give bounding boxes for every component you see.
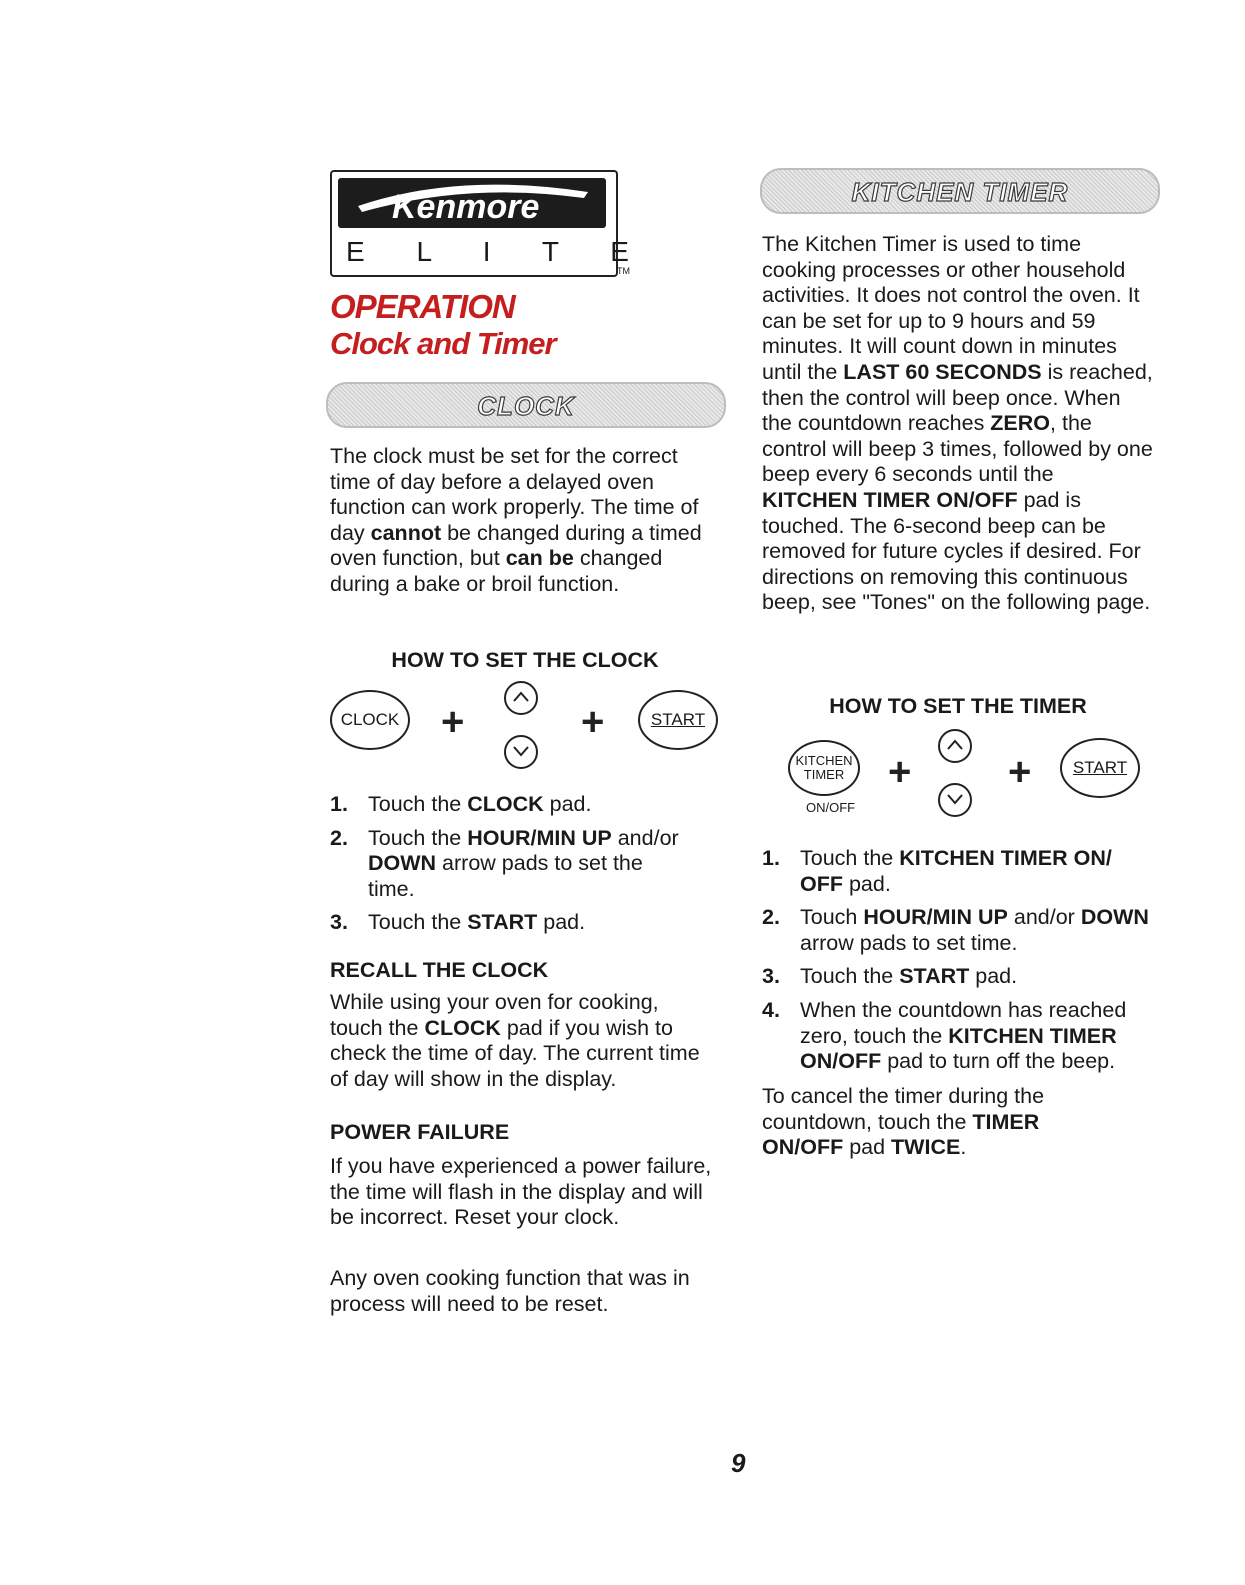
- text-run: When the countdown has reached zero, touch the: [800, 997, 1127, 1048]
- plus-icon: +: [581, 700, 605, 744]
- page-number: 9: [731, 1448, 746, 1478]
- text-run: .: [960, 1135, 967, 1160]
- text-run: pad if you wish to check the time of day. The current time of day will show in the display.: [330, 1015, 700, 1091]
- kitchen-timer-banner: [760, 168, 1160, 214]
- kitchen-timer-pad-icon: KITCHEN TIMER: [788, 740, 860, 796]
- bold-text: START: [467, 910, 538, 935]
- plus-icon: +: [888, 750, 912, 794]
- bold-text: LAST 60 SECONDS: [843, 359, 1042, 384]
- trademark-mark: TM: [617, 266, 630, 276]
- text-run: pad to turn off the beep.: [881, 1049, 1116, 1074]
- down-arrow-icon: [938, 783, 972, 817]
- bold-text: HOUR/MIN UP: [863, 905, 1008, 930]
- text-run: Touch the: [368, 825, 468, 850]
- recall-clock-heading: RECALL THE CLOCK: [330, 958, 549, 982]
- text-run: The clock must be set for the correct time of day before a delayed oven function can work properly. The time of day: [330, 444, 699, 545]
- text-run: pad.: [543, 792, 592, 816]
- text-run: pad is touched. The 6-second beep can be removed for future cycles if desired. For directions on removing this continuous beep, see "Tones" on the following page.: [762, 487, 1151, 615]
- text-run: and/or: [611, 825, 679, 850]
- logo-brand-bar: [338, 178, 606, 228]
- bold-text: DOWN: [1080, 905, 1149, 930]
- step-item: [330, 826, 690, 903]
- text-run: While using your oven for cooking, touch the: [330, 990, 659, 1040]
- bold-text: START: [899, 964, 970, 989]
- text-run: Touch the: [368, 910, 468, 935]
- plus-icon: +: [441, 700, 465, 744]
- text-run: Touch: [800, 905, 864, 930]
- clock-pad-icon: CLOCK: [330, 690, 410, 750]
- text-run: Touch the: [368, 792, 468, 816]
- step-number: 1.: [330, 792, 348, 816]
- kitchen-timer-banner-label: KITCHEN TIMER: [851, 177, 1069, 207]
- text-run: pad: [843, 1135, 892, 1160]
- clock-banner: [326, 382, 726, 428]
- bold-text: CLOCK: [467, 792, 544, 816]
- text-run: The Kitchen Timer is used to time cooking processes or other household activities. It does not control the oven. It can be set for up to 9 hours and 59 minutes. It will count down in minutes until the: [762, 232, 1140, 384]
- text-run: be changed during a timed oven function, but: [330, 520, 702, 571]
- clock-banner-label: CLOCK: [477, 391, 575, 421]
- step-item: [762, 905, 1154, 956]
- step-item: [330, 792, 690, 818]
- onoff-label: ON/OFF: [806, 800, 856, 815]
- recall-clock-paragraph: [330, 990, 710, 1092]
- text-run: Touch the: [800, 964, 900, 989]
- step-number: 2.: [330, 825, 348, 850]
- step-number: 4.: [762, 997, 780, 1022]
- step-item: [762, 964, 1154, 990]
- text-run: changed during a bake or broil function.: [330, 546, 663, 596]
- logo-elite-text: E L I T E: [346, 236, 651, 267]
- step-number: 3.: [330, 910, 348, 935]
- step-item: [762, 846, 1154, 897]
- up-arrow-icon: [504, 681, 538, 715]
- text-run: Touch the: [800, 846, 900, 870]
- plus-icon: +: [1008, 750, 1032, 794]
- bold-text: HOUR/MIN UP: [467, 825, 612, 850]
- text-run: pad.: [969, 964, 1018, 989]
- text-run: pad.: [843, 871, 891, 896]
- start-pad-icon: START: [638, 690, 718, 750]
- bold-text: TIMER ON/OFF: [762, 1109, 1040, 1160]
- logo-brand-text: Kenmore: [392, 188, 540, 226]
- bold-text: cannot: [370, 520, 442, 545]
- text-run: To cancel the timer during the countdown, touch the: [762, 1084, 1045, 1134]
- text-run: arrow pads to set the time.: [368, 851, 643, 901]
- kitchen-timer-intro-paragraph: [762, 232, 1154, 616]
- cancel-timer-paragraph: [762, 1084, 1092, 1161]
- timer-steps-list: [762, 846, 1154, 1083]
- bold-text: ZERO: [990, 411, 1051, 436]
- step-number: 3.: [762, 964, 780, 989]
- bold-text: CLOCK: [424, 1015, 501, 1040]
- up-arrow-icon: [938, 729, 972, 763]
- text-run: arrow pads to set time.: [800, 930, 1018, 955]
- down-arrow-icon: [504, 735, 538, 769]
- bold-text: TWICE: [891, 1135, 961, 1160]
- step-number: 1.: [762, 846, 780, 870]
- bold-text: DOWN: [368, 851, 437, 876]
- clock-intro-paragraph: [330, 444, 720, 598]
- power-failure-heading: POWER FAILURE: [330, 1120, 510, 1144]
- clock-steps-list: [330, 792, 690, 944]
- section-subtitle: Clock and Timer: [330, 326, 556, 361]
- bold-text: can be: [505, 546, 574, 571]
- start-pad-icon: START: [1060, 738, 1140, 798]
- text-run: pad.: [537, 910, 586, 935]
- step-item: [330, 910, 690, 936]
- text-run: and/or: [1007, 905, 1081, 930]
- set-timer-heading: HOW TO SET THE TIMER: [829, 694, 1087, 718]
- section-title: OPERATION: [330, 288, 515, 325]
- step-item: [762, 998, 1154, 1075]
- text-run: is reached, then the control will beep once. When the countdown reaches: [762, 359, 1153, 436]
- text-run: , the control will beep 3 times, followed by one beep every 6 seconds until the: [762, 411, 1153, 487]
- bold-text: KITCHEN TIMER ON/ OFF: [800, 846, 1112, 896]
- power-failure-paragraph-2: Any oven cooking function that was in process will need to be reset.: [330, 1266, 690, 1316]
- step-number: 2.: [762, 905, 780, 930]
- bold-text: KITCHEN TIMER ON/OFF: [800, 1023, 1117, 1074]
- bold-text: KITCHEN TIMER ON/OFF: [762, 487, 1018, 512]
- set-clock-heading: HOW TO SET THE CLOCK: [391, 648, 659, 672]
- power-failure-paragraph: If you have experienced a power failure, the time will flash in the display and will be incorrect. Reset your clock.: [330, 1154, 712, 1230]
